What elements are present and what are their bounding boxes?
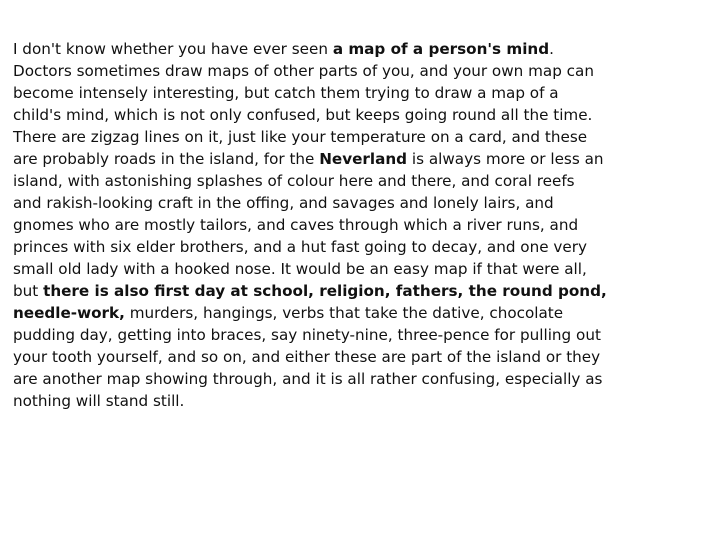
passage-text: I don't know whether you have ever seen xyxy=(13,40,333,58)
passage-bold-phrase: a map of a person's mind xyxy=(332,40,550,58)
passage-paragraph xyxy=(13,38,716,412)
passage-text: murders, hangings, verbs that take the dative, chocolate pudding day, getting into braces, say ninety-nine, three-pence for pulling out your tooth yourself, and so on, and either these are part of the island or they are another map showing through, and it is all rather confusing, especially as nothing will stand still. xyxy=(13,304,603,410)
passage-text: is always more or less an island, with astonishing splashes of colour here and there, and coral reefs and rakish-looking craft in the offing, and savages and lonely lairs, and gnomes who are mostly tailors, and caves through which a river runs, and princes with six elder brothers, and a hut fast going to decay, and one very small old lady with a hooked nose. It would be an easy map if that were all, but xyxy=(13,150,604,300)
passage-text: . Doctors sometimes draw maps of other parts of you, and your own map can become intensely interesting, but catch them trying to draw a map of a child's mind, which is not only confused, but keeps going round all the time. There are zigzag lines on it, just like your temperature on a card, and these are probably roads in the island, for the xyxy=(13,40,594,168)
passage-bold-phrase: there is also first day at school, religion, fathers, the round pond, needle-work, xyxy=(13,282,607,322)
passage-bold-phrase: Neverland xyxy=(319,150,408,168)
